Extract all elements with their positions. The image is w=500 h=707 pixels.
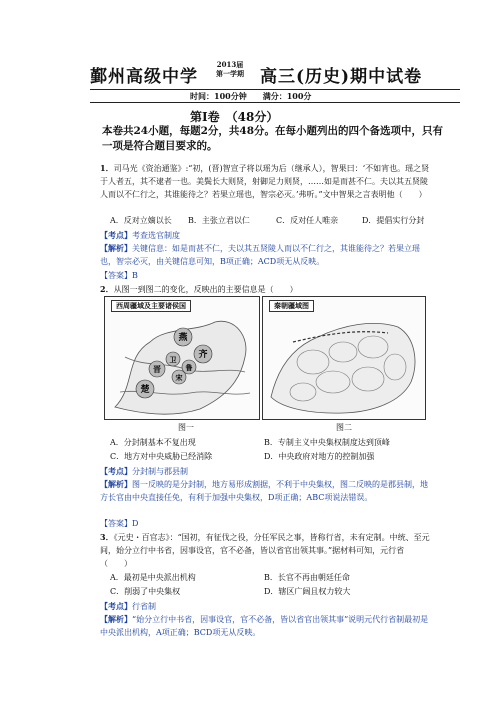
option-b: B．专制主义中央集权制度达到顶峰 xyxy=(264,438,390,447)
option-a: A．分封制基本不复出现 xyxy=(110,438,196,447)
exam-title: 高三(历史)期中试卷 xyxy=(260,67,423,87)
q2-analysis: 【解析】图一反映的是分封制，地方易形成割据，不利于中央集权，图二反映的是郡县制，地方长官由中央直接任免，有利于加强中央集权，D项正确；ABC项说法错误。 xyxy=(100,479,428,502)
question-2: 2．从图一到图二的变化，反映出的主要信息是（ ） xyxy=(100,284,298,294)
caption-figure-1: 图一 xyxy=(178,423,194,432)
header-rule-top xyxy=(90,89,460,90)
option-d: D．提倡实行分封 xyxy=(362,216,425,225)
year-term xyxy=(210,60,250,78)
map-label-qi: 齐 xyxy=(198,350,208,360)
option-b: B．主张立君以仁 xyxy=(188,216,250,225)
volume-title: 第Ⅰ卷 （48分） xyxy=(190,110,279,124)
map1-title: 西周疆域及主要诸侯国 xyxy=(111,300,191,312)
option-a: A．反对立嫡以长 xyxy=(110,216,172,225)
option-d: D．辖区广阔且权力较大 xyxy=(264,587,351,596)
q3-analysis: 【解析】“始分立行中书省，因事设官，官不必备，皆以省官出领其事”说明元代行省制最初是中央派出机构，A项正确；BCD项无从反映。 xyxy=(100,614,429,637)
map-western-zhou xyxy=(104,296,260,420)
option-c: C．地方对中央威胁已经消除 xyxy=(110,452,213,461)
exam-header xyxy=(90,62,450,92)
question-3: 3．《元史・百官志》：“国初，有征伐之役，分任军民之事，皆称行省，未有定制。中统、至元间，始分立行中书省，因事设官，官不必备，皆以省官出领其事。”据材料可知，元行省（ ） xyxy=(100,532,430,568)
q3-kaodian: 【考点】行省制 xyxy=(100,601,156,611)
map-qin-drawing xyxy=(263,297,425,419)
map-label-chu: 楚 xyxy=(140,385,150,395)
question-1 xyxy=(100,162,430,201)
header-rule-bottom xyxy=(90,102,460,103)
time-info: 时间：100分钟 满分：100分 xyxy=(190,91,312,101)
option-b: B．长官不再由朝廷任命 xyxy=(264,573,350,582)
q1-kaodian: 【考点】考查选官制度 xyxy=(100,230,180,240)
map-label-yan: 燕 xyxy=(178,333,188,343)
q1-analysis: 【解析】关键信息：如是而甚不仁，夫以其五贤陵人而以不仁行之，其谁能待之？若果立瑶也，智宗必灭，由关键信息可知，B项正确；ACD项无从反映。 xyxy=(100,243,420,266)
map-western-zhou-drawing xyxy=(105,297,259,419)
q3-options xyxy=(110,571,440,599)
q1-options xyxy=(110,214,440,228)
year-label: 2013届 xyxy=(216,60,244,69)
option-c: C．削弱了中央集权 xyxy=(110,587,181,596)
q1-answer: 【答案】B xyxy=(100,271,138,280)
q2-answer: 【答案】D xyxy=(100,519,139,528)
map2-title: 秦朝疆域图 xyxy=(269,300,314,312)
question-text: 司马光《资治通鉴》:“初，(晋)智宣子将以瑶为后（继承人），智果曰：‘不如宵也。瑶之贤于人者五，其不逮者一也。美鬓长大则贤，射御足力则贤，……如是而甚不仁。夫以其五贤陵人而以不仁行之，其谁能待之？若果立瑶也，智宗必灭。’弗听。”文中智果之言表明他（ ） xyxy=(100,164,430,199)
option-c: C．反对任人唯亲 xyxy=(276,216,339,225)
option-d: D．中央政府对地方的控制加强 xyxy=(264,452,375,461)
school-name: 鄞州高级中学 xyxy=(90,67,198,87)
map-label-jin: 晋 xyxy=(153,364,161,374)
map-label-lu: 鲁 xyxy=(185,363,193,372)
q2-options xyxy=(110,436,440,464)
caption-figure-2: 图二 xyxy=(336,423,352,432)
term-label: 第一学期 xyxy=(216,69,244,78)
section-intro: 本卷共24小题，每题2分，共48分。在每小题列出的四个备选项中，只有一项是符合题目要求的。 xyxy=(102,125,444,152)
map-label-song: 宋 xyxy=(175,373,183,382)
map-qin-dynasty xyxy=(262,296,426,420)
question-number: 1． xyxy=(100,163,114,173)
option-a: A．最初是中央派出机构 xyxy=(110,573,196,582)
map-label-wei: 卫 xyxy=(169,355,177,364)
q2-kaodian: 【考点】分封制与郡县制 xyxy=(100,466,188,476)
